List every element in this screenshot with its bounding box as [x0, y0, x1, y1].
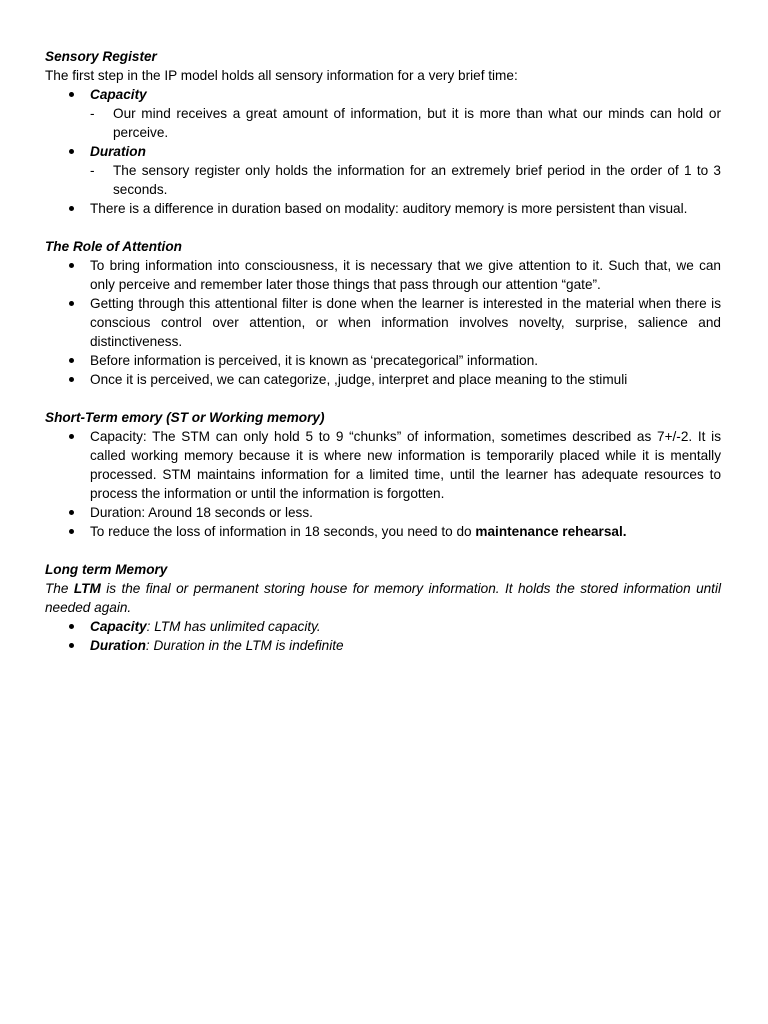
item-label: Capacity [90, 619, 147, 634]
intro-text: is the final or permanent storing house for memory information. It holds the stored information until needed again. [45, 581, 722, 615]
list-item: Getting through this attentional filter is done when the learner is interested in the material when there is conscious control over attention, or when information involves novelty, surprise, salience and distinctiveness. [45, 294, 721, 351]
list-item: To bring information into consciousness, it is necessary that we give attention to it. Such that, we can only perceive and remember later those things that pass through our attention “gate”. [45, 256, 721, 294]
list-item: - Our mind receives a great amount of information, but it is more than what our minds can hold or perceive. [90, 104, 721, 142]
section-long-term-memory [45, 560, 721, 655]
dash-list [90, 161, 721, 199]
item-text: To reduce the loss of information in 18 seconds, you need to do [90, 524, 476, 539]
list-item [45, 617, 721, 636]
list-item [45, 522, 721, 541]
list-item: Duration: Around 18 seconds or less. [45, 503, 721, 522]
item-label: Capacity [90, 87, 147, 102]
list-item [45, 636, 721, 655]
item-text: : Duration in the LTM is indefinite [145, 638, 344, 653]
item-label: Duration [90, 638, 146, 653]
section-role-of-attention [45, 237, 721, 389]
list-item: There is a difference in duration based on modality: auditory memory is more persistent than visual. [45, 199, 721, 218]
dash-list [90, 104, 721, 142]
document-content [45, 47, 721, 674]
list-item [45, 142, 721, 199]
section-heading: Long term Memory [45, 562, 168, 577]
list-item: Before information is perceived, it is known as ‘precategorical” information. [45, 351, 721, 370]
bullet-list [45, 85, 721, 218]
section-intro [45, 579, 721, 617]
bullet-list [45, 617, 721, 655]
item-text: : LTM has unlimited capacity. [146, 619, 321, 634]
intro-bold: LTM [73, 581, 101, 596]
section-short-term-memory [45, 408, 721, 541]
section-heading: Sensory Register [45, 49, 157, 64]
bullet-list [45, 256, 721, 389]
section-intro: The first step in the IP model holds all sensory information for a very brief time: [45, 68, 518, 83]
list-item: - The sensory register only holds the information for an extremely brief period in the order of 1 to 3 seconds. [90, 161, 721, 199]
section-heading: Short-Term emory (ST or Working memory) [45, 410, 325, 425]
section-heading: The Role of Attention [45, 239, 182, 254]
intro-text: The [45, 581, 74, 596]
bullet-list [45, 427, 721, 541]
item-bold-text: maintenance rehearsal. [475, 524, 627, 539]
list-item [45, 85, 721, 142]
section-sensory-register [45, 47, 721, 218]
list-item: Capacity: The STM can only hold 5 to 9 “chunks” of information, sometimes described as 7+/-2. It is called working memory because it is where new information is temporarily placed while it is mentally processed. STM maintains information for a limited time, until the learner has adequate resources to process the information or until the information is forgotten. [45, 427, 721, 503]
list-item: Once it is perceived, we can categorize, ,judge, interpret and place meaning to the stimuli [45, 370, 721, 389]
item-label: Duration [90, 144, 146, 159]
